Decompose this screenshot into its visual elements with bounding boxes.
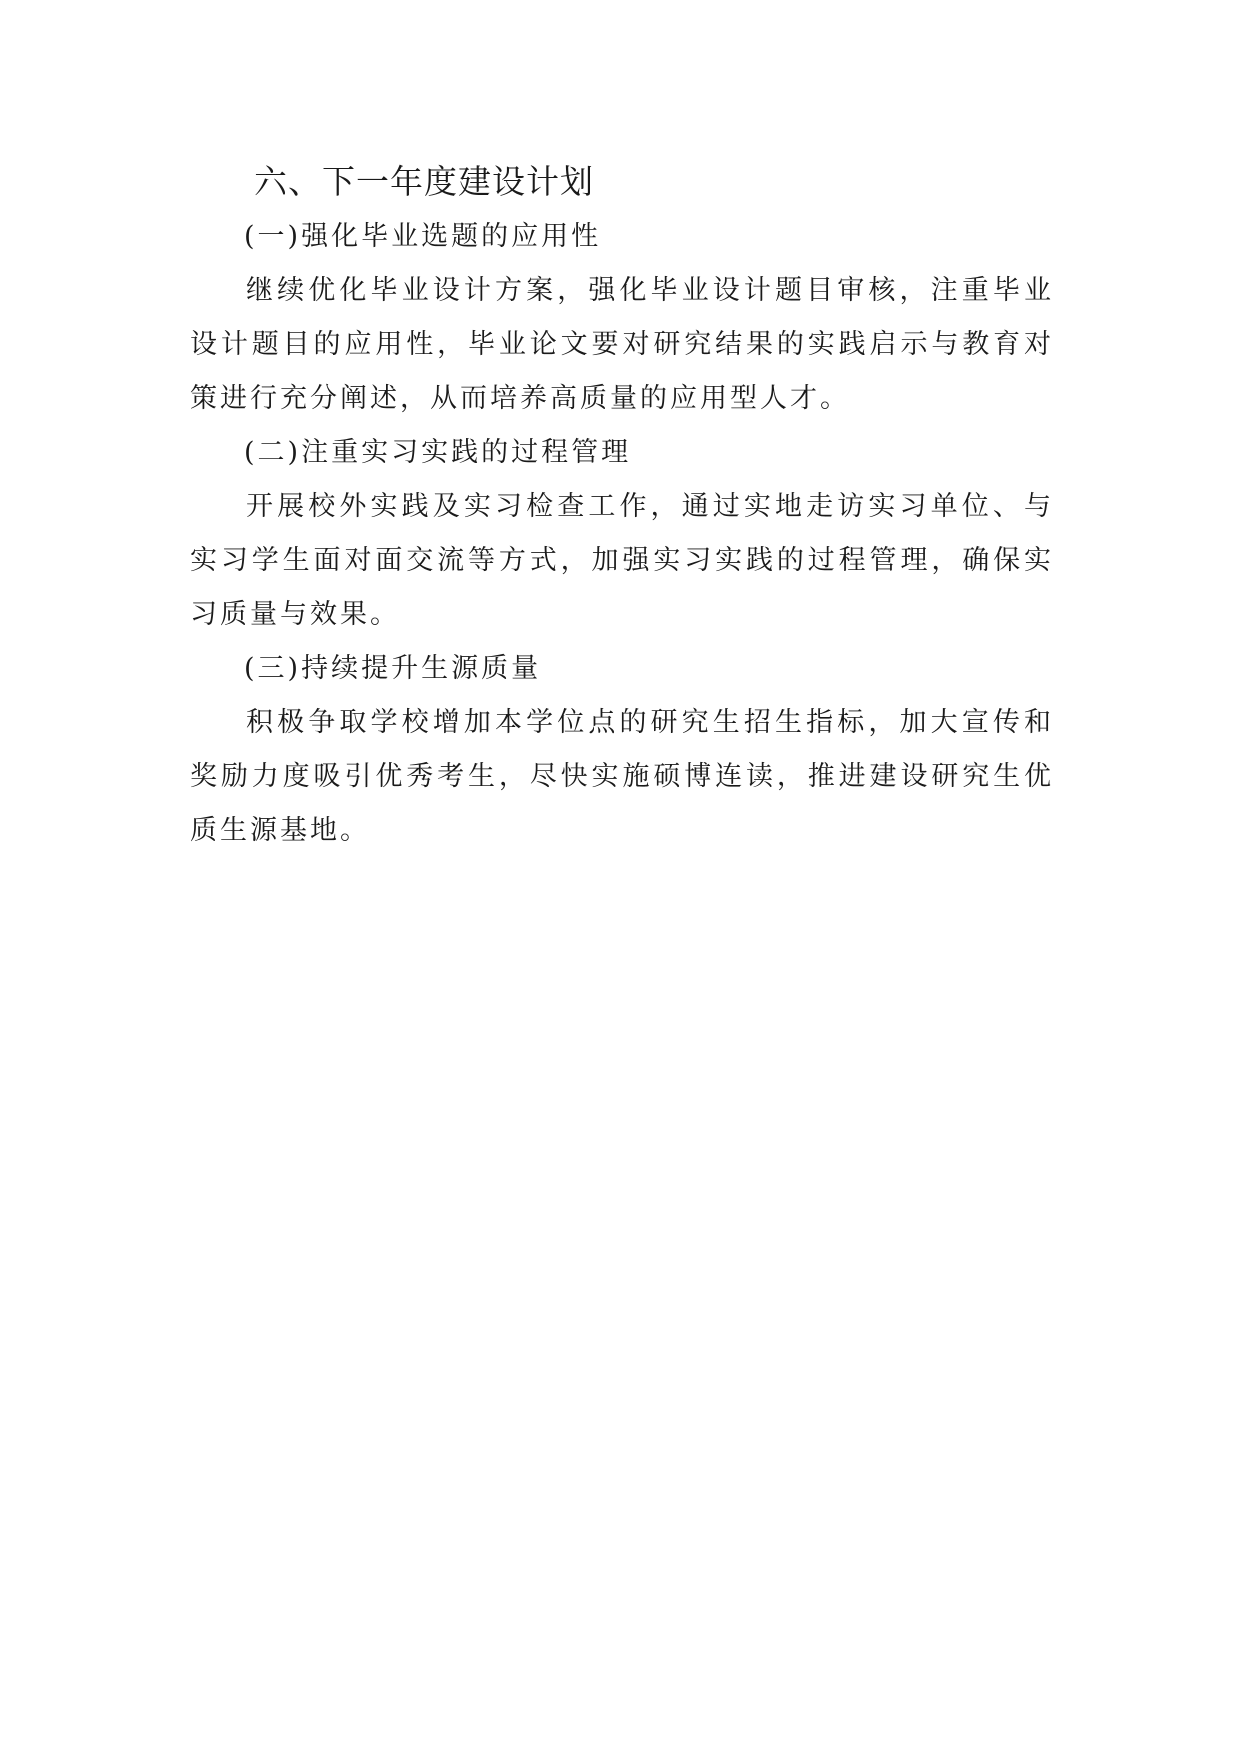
subsection-paragraph: 积极争取学校增加本学位点的研究生招生指标，加大宣传和奖励力度吸引优秀考生，尽快实施硕博连读，推进建设研究生优质生源基地。 — [190, 707, 1054, 846]
subsection-3 — [190, 642, 1054, 858]
subsection-paragraph: 继续优化毕业设计方案，强化毕业设计题目审核，注重毕业设计题目的应用性，毕业论文要对研究结果的实践启示与教育对策进行充分阐述，从而培养高质量的应用型人才。 — [190, 275, 1054, 414]
subsection-heading: (三)持续提升生源质量 — [244, 653, 542, 684]
subsection-2 — [190, 426, 1054, 642]
document-body — [190, 160, 1054, 858]
subsection-paragraph: 开展校外实践及实习检查工作，通过实地走访实习单位、与实习学生面对面交流等方式，加强实习实践的过程管理，确保实习质量与效果。 — [190, 491, 1054, 630]
subsection-1 — [190, 210, 1054, 426]
subsection-heading: (二)注重实习实践的过程管理 — [244, 437, 632, 468]
section-title: 六、下一年度建设计划 — [254, 162, 594, 201]
subsection-heading: (一)强化毕业选题的应用性 — [244, 221, 602, 252]
